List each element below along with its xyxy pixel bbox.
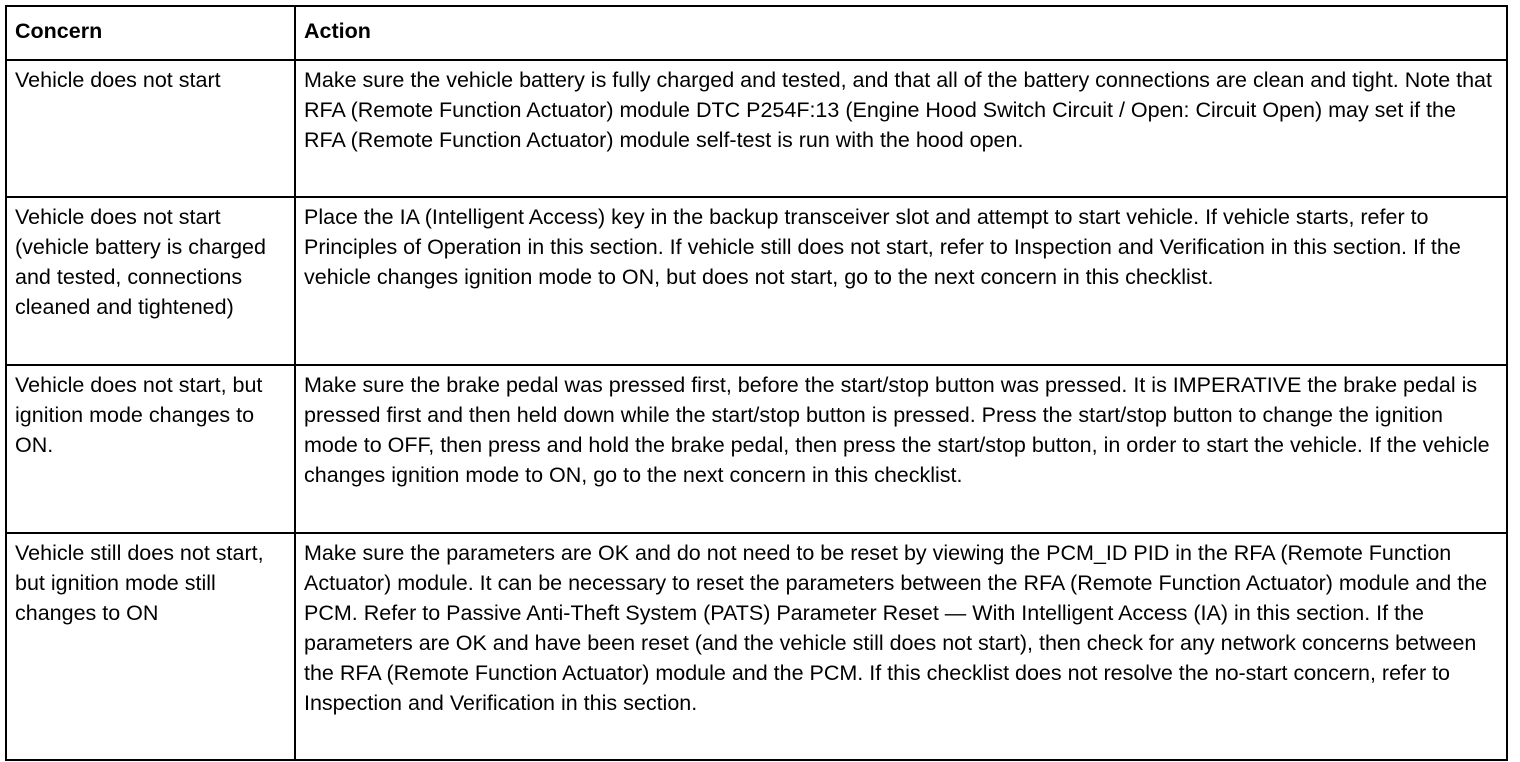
table-row (6, 197, 1507, 365)
action-cell: Make sure the brake pedal was pressed first, before the start/stop button was pressed. It is IMPERATIVE the brake pedal is pressed first and then held down while the start/stop button is pressed. Press the start/stop button to change the ignition mode to OFF, then press and hold the brake pedal, then press the start/stop button, in order to start the vehicle. If the vehicle changes ignition mode to ON, go to the next concern in this checklist. (295, 365, 1507, 533)
action-cell: Make sure the vehicle battery is fully charged and tested, and that all of the battery connections are clean and tight. Note that RFA (Remote Function Actuator) module DTC P254F:13 (Engine Hood Switch Circuit / Open: Circuit Open) may set if the RFA (Remote Function Actuator) module self-test is run with the hood open. (295, 60, 1507, 197)
concern-action-table (5, 5, 1508, 761)
concern-cell: Vehicle does not start (6, 60, 295, 197)
table-row (6, 60, 1507, 197)
table-header-row (6, 6, 1507, 60)
concern-cell: Vehicle does not start (vehicle battery is charged and tested, connections cleaned and tightened) (6, 197, 295, 365)
action-cell: Place the IA (Intelligent Access) key in the backup transceiver slot and attempt to start vehicle. If vehicle starts, refer to Principles of Operation in this section. If vehicle still does not start, refer to Inspection and Verification in this section. If the vehicle changes ignition mode to ON, but does not start, go to the next concern in this checklist. (295, 197, 1507, 365)
action-cell: Make sure the parameters are OK and do not need to be reset by viewing the PCM_ID PID in the RFA (Remote Function Actuator) module. It can be necessary to reset the parameters between the RFA (Remote Function Actuator) module and the PCM. Refer to Passive Anti-Theft System (PATS) Parameter Reset — With Intelligent Access (IA) in this section. If the parameters are OK and have been reset (and the vehicle still does not start), then check for any network concerns between the RFA (Remote Function Actuator) module and the PCM. If this checklist does not resolve the no-start concern, refer to Inspection and Verification in this section. (295, 533, 1507, 760)
concern-cell: Vehicle still does not start, but ignition mode still changes to ON (6, 533, 295, 760)
table-row (6, 365, 1507, 533)
concern-cell: Vehicle does not start, but ignition mode changes to ON. (6, 365, 295, 533)
header-action: Action (295, 6, 1507, 60)
concern-action-table-container (5, 5, 1506, 761)
header-concern: Concern (6, 6, 295, 60)
table-row (6, 533, 1507, 760)
